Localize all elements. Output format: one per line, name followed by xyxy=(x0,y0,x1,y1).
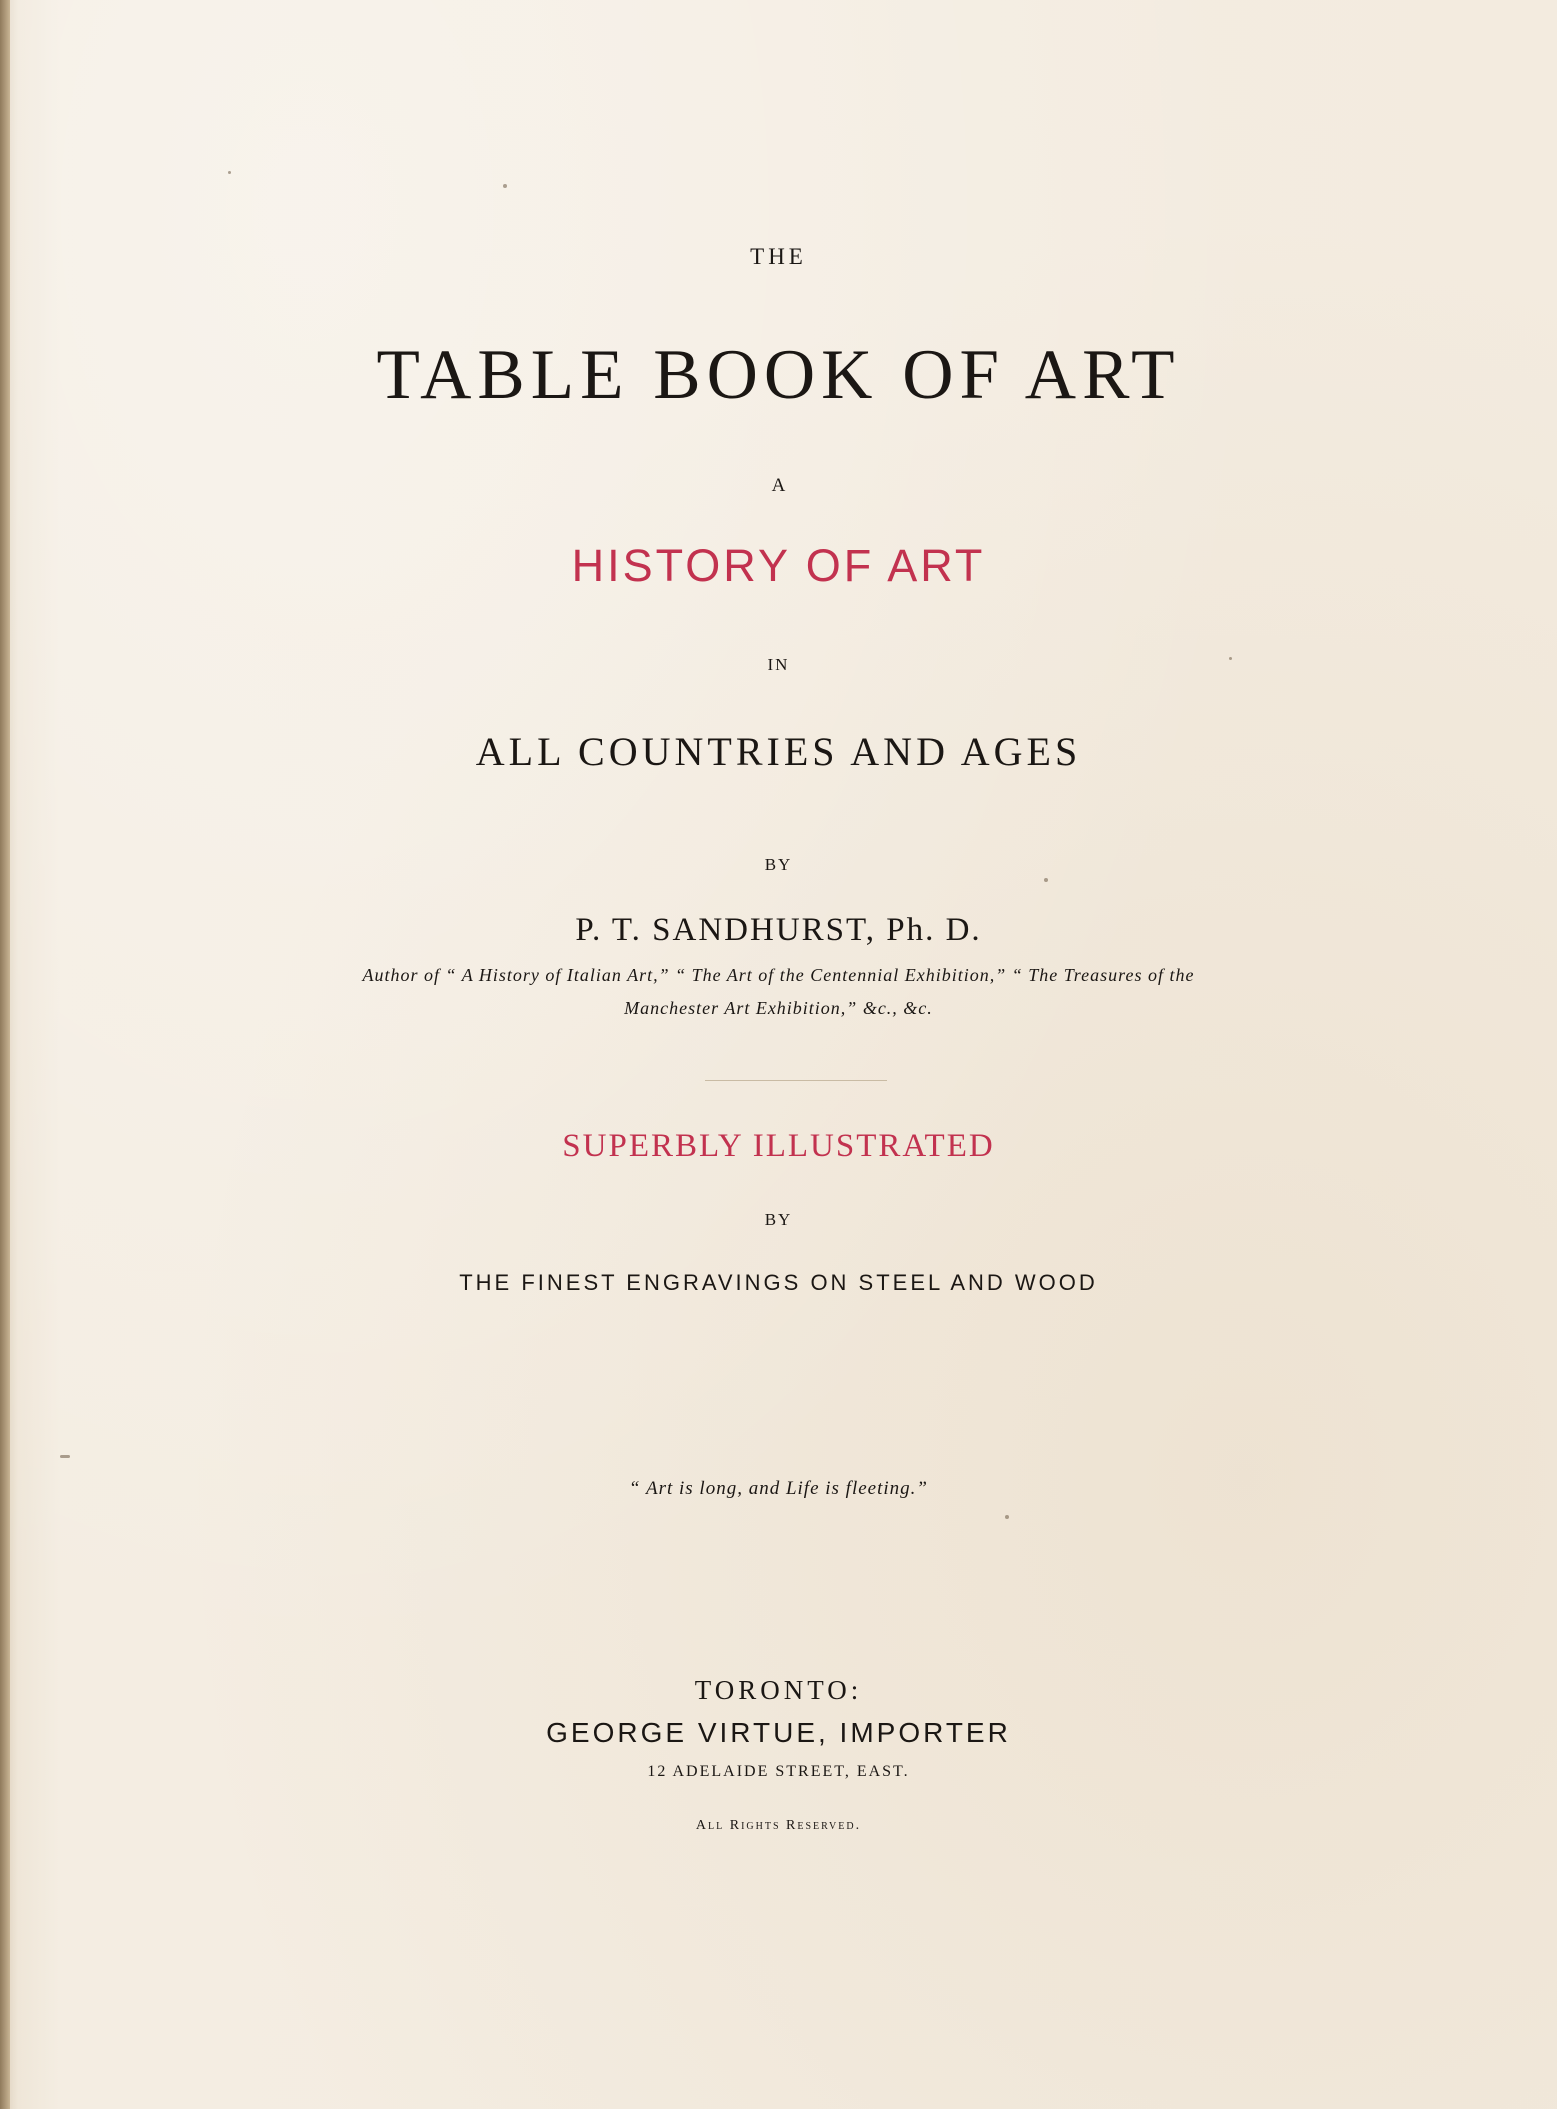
article-a: A xyxy=(771,475,786,496)
paper-speck xyxy=(1044,878,1048,882)
publisher-name: GEORGE VIRTUE, IMPORTER xyxy=(546,1717,1011,1748)
paper-speck xyxy=(1005,1515,1009,1519)
book-subtitle: HISTORY OF ART xyxy=(571,540,986,591)
book-scope: ALL COUNTRIES AND AGES xyxy=(475,729,1082,774)
publisher-address: 12 ADELAIDE STREET, EAST. xyxy=(647,1763,910,1780)
paper-speck xyxy=(1229,657,1232,660)
book-title: TABLE BOOK OF ART xyxy=(376,336,1181,414)
author-credits-line-2: Manchester Art Exhibition,” &c., &c. xyxy=(624,998,933,1018)
paper-speck xyxy=(60,1455,70,1458)
title-prefix: THE xyxy=(750,244,807,269)
paper-speck xyxy=(228,171,231,174)
rights-notice: All Rights Reserved. xyxy=(695,1818,862,1833)
publisher-city: TORONTO: xyxy=(694,1675,863,1705)
preposition-in: IN xyxy=(767,655,790,674)
book-spine-edge xyxy=(0,0,10,2109)
paper-speck xyxy=(503,184,507,188)
author-credits-line-1: Author of “ A History of Italian Art,” “ The Art of the Centennial Exhibition,” “ The Treasures of the xyxy=(362,965,1195,985)
author-name: P. T. SANDHURST, Ph. D. xyxy=(575,912,982,948)
by-label-author: BY xyxy=(764,855,793,874)
epigraph-quote: “ Art is long, and Life is fleeting.” xyxy=(629,1478,928,1499)
divider-rule xyxy=(705,1080,887,1081)
by-label-illustrations: BY xyxy=(764,1210,793,1229)
engravings-line: THE FINEST ENGRAVINGS ON STEEL AND WOOD xyxy=(459,1270,1098,1295)
illustrated-heading: SUPERBLY ILLUSTRATED xyxy=(562,1128,995,1164)
